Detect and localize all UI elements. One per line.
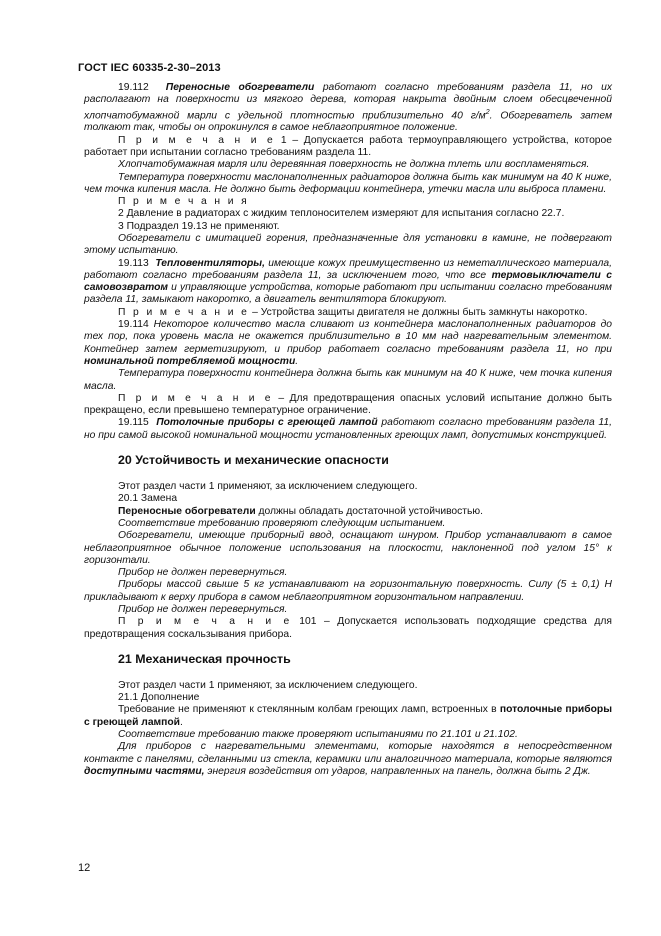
note-1 xyxy=(84,135,612,160)
defined-term: Переносные обогреватели xyxy=(165,82,315,93)
requirement xyxy=(84,506,612,518)
section-heading-21: 21 Механическая прочность xyxy=(118,651,291,666)
clause-text-end: . Обогреватель затем толкают так, чтобы он опрокинулся в самое неблагоприятное положение. xyxy=(84,110,612,134)
note-3: 3 Подраздел 19.13 не применяют. xyxy=(118,220,280,232)
defined-term: Тепловентиляторы, xyxy=(155,257,265,269)
subsection-title: 21.1 Дополнение xyxy=(118,692,200,704)
clause-number: 19.115 xyxy=(118,417,149,429)
clause-19-115 xyxy=(84,417,612,442)
note-label: П р и м е ч а н и е xyxy=(118,134,276,146)
paragraph-temp-radiator: Температура поверхности маслонаполненных радиаторов должна быть как минимум на 40 К ниже, чем точка кипения масла. Не должно быть деформации контейнера, утечки масла или выброса пламени. xyxy=(84,171,612,195)
clause-number: 19.114 xyxy=(118,319,149,331)
test-text: Для приборов с нагревательными элементами, которые находятся в непосредственном контакте с панелями, сделанными из стекла, керамики или аналогичного материала, которые являются xyxy=(84,741,612,765)
defined-term: потолочные приборы с греющей лампой xyxy=(84,704,612,728)
page-number: 12 xyxy=(78,862,91,874)
requirement-text-end: . xyxy=(180,716,183,728)
clause-text: и управляющие устройства, которые работают при испытании согласно требованиям раздела 11, замыкают накоротко, а двигатель вентилятора блокируют. xyxy=(84,282,612,306)
paragraph-marlia: Хлопчатобумажная марля или деревянная поверхность не должна тлеть или воспламеняться. xyxy=(118,159,590,171)
clause-text: имеющие кожух преимущественно из неметаллического материала, работают согласно требованиям раздела 11, за исключением того, что все xyxy=(84,257,612,281)
document-header: ГОСТ IEC 60335-2-30–2013 xyxy=(78,62,221,74)
note-113 xyxy=(84,307,612,319)
clause-text: Некоторое количество масла сливают из контейнера маслонаполненных радиаторов до тех пор, пока уровень масла не окажется приблизительно в 10 мм над нагревательным элементом. Контейнер затем герметизируют, и прибор работает согласно требованиям раздела 11, но при xyxy=(84,319,612,355)
compliance-check: Соответствие требованию также проверяют испытаниями по 21.101 и 21.102. xyxy=(118,729,518,741)
note-2: 2 Давление в радиаторах с жидким теплоносителем измеряют для испытания согласно 22.7. xyxy=(118,208,565,220)
notes-label: П р и м е ч а н и я xyxy=(118,196,250,208)
note-text: – Для предотвращения опасных условий испытание должно быть прекращено, если превышено температурное ограничение. xyxy=(84,392,613,417)
section-intro: Этот раздел части 1 применяют, за исключением следующего. xyxy=(118,679,418,691)
note-text: 101 – Допускается использовать подходящие средства для предотвращения соскальзывания прибора. xyxy=(84,616,612,640)
superscript: 2 xyxy=(485,108,490,116)
compliance-check: Соответствие требованию проверяют следующим испытанием. xyxy=(118,517,446,529)
clause-text: работают согласно требованиям раздела 11, но при самой высокой номинальной мощности установленных греющих ламп, допустимых конструкцией. xyxy=(84,417,612,441)
note-number: 1 – xyxy=(275,134,299,146)
section-intro: Этот раздел части 1 применяют, за исключением следующего. xyxy=(118,481,418,493)
page-content xyxy=(84,82,612,778)
paragraph-fire-imitation: Обогреватели с имитацией горения, предназначенные для установки в камине, не подвергают этому испытанию. xyxy=(84,232,612,257)
note-label: П р и м е ч а н и е xyxy=(118,306,250,318)
note-101 xyxy=(84,616,612,641)
requirement-text: Требование не применяют к стеклянным колбам греющих ламп, встроенных в xyxy=(118,704,500,716)
defined-term: доступными частями, xyxy=(84,765,205,777)
clause-number: 19.113 xyxy=(118,257,149,269)
note-text: Допускается работа термоуправляющего устройства, которое работает при испытании согласно требованиям раздела 11. xyxy=(84,134,612,158)
requirement-text: должны обладать достаточной устойчивостью. xyxy=(255,505,483,517)
note-text: – Устройства защиты двигателя не должны быть замкнуты накоротко. xyxy=(249,306,588,318)
test-result-1: Прибор не должен перевернуться. xyxy=(118,567,288,579)
test-text-end: энергия воздействия от ударов, направленных на панель, должна быть 2 Дж. xyxy=(207,765,591,777)
section-heading-20: 20 Устойчивость и механические опасности xyxy=(118,453,389,468)
clause-19-113 xyxy=(84,258,612,307)
note-label: П р и м е ч а н и е xyxy=(118,392,273,404)
test-result-2: Прибор не должен перевернуться. xyxy=(118,604,288,615)
defined-term: Переносные обогреватели xyxy=(118,505,256,517)
clause-19-112 xyxy=(84,82,612,135)
test-paragraph-2: Приборы массой свыше 5 кг устанавливают на горизонтальную поверхность. Силу (5 ± 0,1) Н прикладывают к верху прибора в самом неблагоприятном горизонтальном направлении. xyxy=(84,579,612,603)
defined-term: номинальной потребляемой мощности xyxy=(84,355,296,367)
clause-number: 19.112 xyxy=(118,82,149,93)
test-paragraph xyxy=(84,741,612,778)
clause-text: работают согласно требованиям раздела 11, но их располагают на поверхности из мягкого дерева, которая накрыта двойным слоем обесцвеченной хлопчатобумажной марли с удельной плотностью приблизительно 40 г/м xyxy=(84,82,612,122)
test-paragraph-1: Обогреватели, имеющие приборный ввод, оснащают шнуром. Прибор устанавливают в самое неблагоприятное обычное положение использования на плоскости, наклоненной под углом 15° к горизонтали. xyxy=(84,530,612,566)
paragraph-temp-container: Температура поверхности контейнера должна быть как минимум на 40 К ниже, чем точка кипения масла. xyxy=(84,368,612,392)
clause-19-114 xyxy=(84,319,612,368)
note-114 xyxy=(84,393,612,418)
requirement xyxy=(84,704,612,729)
defined-term: Потолочные приборы с греющей лампой xyxy=(156,417,378,429)
note-label: П р и м е ч а н и е xyxy=(118,616,292,628)
clause-text-end: . xyxy=(295,355,299,367)
subsection-title: 20.1 Замена xyxy=(118,493,178,505)
defined-term: термовыключатели с самовозвратом xyxy=(84,269,612,294)
